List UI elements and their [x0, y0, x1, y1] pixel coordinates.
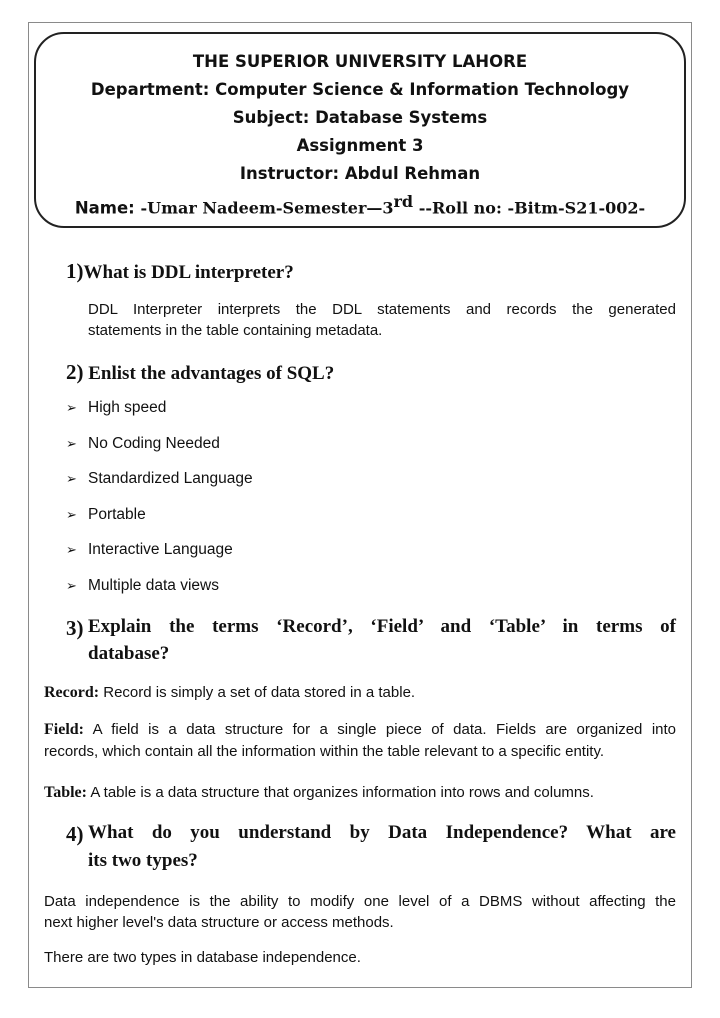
- instructor: Instructor: Abdul Rehman: [239, 164, 481, 183]
- question-3: [66, 616, 676, 665]
- semester-suffix: rd: [393, 192, 414, 211]
- name-label: Name:: [74, 198, 141, 218]
- list-item: ➢ Multiple data views: [66, 577, 219, 594]
- field-definition-line-2: records, which contain all the information within the table relevant to a specific entity.: [44, 743, 605, 760]
- list-item: ➢ High speed: [66, 399, 167, 416]
- arrow-bullet-icon: ➢: [66, 436, 77, 451]
- question-4: [66, 822, 676, 872]
- record-term: Record:: [44, 684, 100, 701]
- q4-answer-line-3: There are two types in database independence.: [44, 949, 361, 966]
- list-item: ➢ Interactive Language: [66, 541, 233, 558]
- question-title: What is DDL interpreter?: [83, 262, 294, 283]
- header-box: [34, 32, 686, 228]
- department: Department: Computer Science & Information Technology: [90, 80, 630, 99]
- question-number: 1): [66, 259, 84, 283]
- list-item: ➢ Standardized Language: [66, 470, 253, 487]
- question-1: [66, 259, 294, 284]
- table-definition: [44, 782, 594, 804]
- question-title-line-1: Explain the terms ‘Record’, ‘Field’ and ‘Table’ in terms of: [88, 616, 676, 637]
- record-definition: [44, 682, 415, 704]
- question-title: Enlist the advantages of SQL?: [83, 363, 335, 384]
- university-name: THE SUPERIOR UNIVERSITY LAHORE: [192, 52, 528, 71]
- question-title-line-1: What do you understand by Data Independence? What are: [88, 822, 676, 843]
- name-value: -Umar Nadeem-Semester—3: [140, 198, 394, 218]
- arrow-bullet-icon: ➢: [66, 507, 77, 522]
- record-text: Record is simply a set of data stored in a table.: [99, 684, 416, 701]
- table-text: A table is a data structure that organizes information into rows and columns.: [86, 784, 594, 801]
- list-item: ➢ No Coding Needed: [66, 435, 220, 452]
- question-title-line-2: database?: [88, 643, 170, 664]
- field-term: Field:: [44, 721, 84, 738]
- question-2: [66, 360, 334, 385]
- subject: Subject: Database Systems: [232, 108, 488, 127]
- assignment-number: Assignment 3: [296, 136, 424, 155]
- arrow-bullet-icon: ➢: [66, 578, 77, 593]
- student-info: [36, 192, 684, 218]
- q4-answer-line-1: Data independence is the ability to modify one level of a DBMS without affecting the: [44, 893, 676, 910]
- question-title-line-2: its two types?: [88, 850, 198, 871]
- arrow-bullet-icon: ➢: [66, 471, 77, 486]
- table-term: Table:: [44, 784, 87, 801]
- field-definition-line-1: [44, 719, 676, 741]
- q4-answer-line-2: next higher level's data structure or access methods.: [44, 914, 394, 931]
- arrow-bullet-icon: ➢: [66, 542, 77, 557]
- field-text: A field is a data structure for a single piece of data. Fields are organized into: [84, 721, 676, 738]
- roll-number: --Roll no: -Bitm-S21-002-: [413, 198, 646, 218]
- question-number: 3): [66, 616, 84, 640]
- question-number: 4): [66, 822, 84, 846]
- list-item: ➢ Portable: [66, 506, 146, 523]
- question-number: 2): [66, 360, 84, 384]
- arrow-bullet-icon: ➢: [66, 400, 77, 415]
- q1-answer-line-2: statements in the table containing metadata.: [88, 322, 383, 339]
- q1-answer-line-1: DDL Interpreter interprets the DDL statements and records the generated: [88, 301, 676, 318]
